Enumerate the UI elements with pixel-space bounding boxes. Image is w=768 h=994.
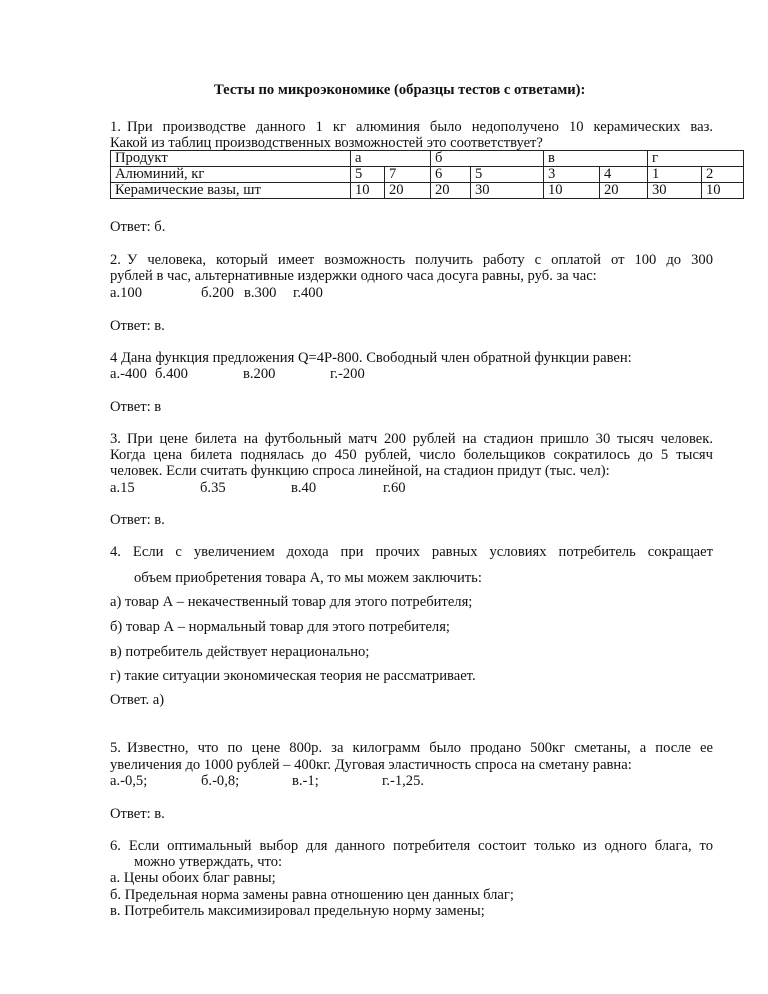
q3-option-d: г.60 — [383, 480, 406, 496]
q4b-option-b: б) товар А – нормальный товар для этого потребителя; — [110, 619, 450, 635]
q6-option-c: в. Потребитель максимизировал предельную норму замены; — [110, 903, 485, 919]
table-cell: 5 — [471, 167, 544, 183]
q4b-option-c: в) потребитель действует нерационально; — [110, 644, 370, 660]
table-cell: 10 — [702, 183, 744, 199]
q4a-option-c: в.200 — [243, 366, 276, 382]
q5-answer: Ответ: в. — [110, 806, 165, 822]
q4a-option-d: г.-200 — [330, 366, 365, 382]
table-cell: Продукт — [111, 151, 351, 167]
q2-option-b: б.200 — [201, 285, 234, 301]
table-row — [111, 151, 744, 167]
table-cell: а — [351, 151, 431, 167]
q5-option-c: в.-1; — [292, 773, 319, 789]
q2-option-d: г.400 — [293, 285, 323, 301]
table-cell: в — [544, 151, 648, 167]
table-cell: 5 — [351, 167, 385, 183]
q2-option-a: а.100 — [110, 285, 143, 301]
q3-number: 3. — [110, 431, 121, 447]
q2-text-line1: У человека, который имеет возможность получить работу с оплатой от 100 до 300 — [127, 252, 713, 268]
table-cell: 1 — [648, 167, 702, 183]
q6-option-a: а. Цены обоих благ равны; — [110, 870, 276, 886]
q3-text-line1: При цене билета на футбольный матч 200 рублей на стадион пришло 30 тысяч человек. — [127, 431, 713, 447]
table-cell: 4 — [600, 167, 648, 183]
table-cell: 20 — [385, 183, 431, 199]
table-cell: б — [431, 151, 544, 167]
q3-text-line3: человек. Если считать функцию спроса линейной, на стадион придут (тыс. чел): — [110, 463, 610, 479]
table-cell: Алюминий, кг — [111, 167, 351, 183]
q2-number: 2. — [110, 252, 121, 268]
table-cell: Керамические вазы, шт — [111, 183, 351, 199]
table-cell: г — [648, 151, 744, 167]
q5-option-a: а.-0,5; — [110, 773, 148, 789]
table-row — [111, 183, 744, 199]
table-cell: 7 — [385, 167, 431, 183]
q3-option-b: б.35 — [200, 480, 226, 496]
q5-text-line2: увеличения до 1000 рублей – 400кг. Дуговая эластичность спроса на сметану равна: — [110, 757, 632, 773]
q4b-option-a: а) товар А – некачественный товар для этого потребителя; — [110, 594, 473, 610]
q4b-text-line1: 4. Если с увеличением дохода при прочих равных условиях потребитель сокращает — [110, 544, 713, 560]
q6-text-line1: 6. Если оптимальный выбор для данного потребителя состоит только из одного блага, то — [110, 838, 713, 854]
q1-answer: Ответ: б. — [110, 219, 166, 235]
q4b-option-d: г) такие ситуации экономическая теория не рассматривает. — [110, 668, 476, 684]
q1-number: 1. — [110, 119, 121, 135]
q5-number: 5. — [110, 740, 121, 756]
page-title: Тесты по микроэкономике (образцы тестов с ответами): — [214, 82, 586, 98]
table-cell: 10 — [544, 183, 600, 199]
q5-option-b: б.-0,8; — [201, 773, 240, 789]
q4b-text-line2: объем приобретения товара А, то мы можем заключить: — [134, 570, 482, 586]
table-cell: 3 — [544, 167, 600, 183]
table-cell: 20 — [431, 183, 471, 199]
q4a-option-a: а.-400 — [110, 366, 147, 382]
production-table — [110, 150, 744, 199]
q2-answer: Ответ: в. — [110, 318, 165, 334]
table-cell: 20 — [600, 183, 648, 199]
q5-text-line1: Известно, что по цене 800р. за килограмм было продано 500кг сметаны, а после ее — [127, 740, 713, 756]
q6-text-line2: можно утверждать, что: — [134, 854, 283, 870]
q2-option-c: в.300 — [244, 285, 277, 301]
q1-text-line2: Какой из таблиц производственных возможностей это соответствует? — [110, 135, 543, 151]
table-cell: 10 — [351, 183, 385, 199]
table-cell: 30 — [648, 183, 702, 199]
q1-text-line1: При производстве данного 1 кг алюминия было недополучено 10 керамических ваз. — [127, 119, 713, 135]
table-row — [111, 167, 744, 183]
q5-option-d: г.-1,25. — [382, 773, 425, 789]
q3-option-c: в.40 — [291, 480, 317, 496]
q3-text-line2: Когда цена билета поднялась до 450 рублей, число болельщиков сократилось до 5 тысяч — [110, 447, 713, 463]
q4a-answer: Ответ: в — [110, 399, 162, 415]
q3-answer: Ответ: в. — [110, 512, 165, 528]
table-cell: 6 — [431, 167, 471, 183]
q4a-text-line1: 4 Дана функция предложения Q=4P-800. Свободный член обратной функции равен: — [110, 350, 632, 366]
q6-option-b: б. Предельная норма замены равна отношению цен данных благ; — [110, 887, 514, 903]
q4b-answer: Ответ. а) — [110, 692, 165, 708]
q4a-option-b: б.400 — [155, 366, 188, 382]
q2-text-line2: рублей в час, альтернативные издержки одного часа досуга равны, руб. за час: — [110, 268, 597, 284]
table-cell: 2 — [702, 167, 744, 183]
q3-option-a: а.15 — [110, 480, 135, 496]
table-cell: 30 — [471, 183, 544, 199]
